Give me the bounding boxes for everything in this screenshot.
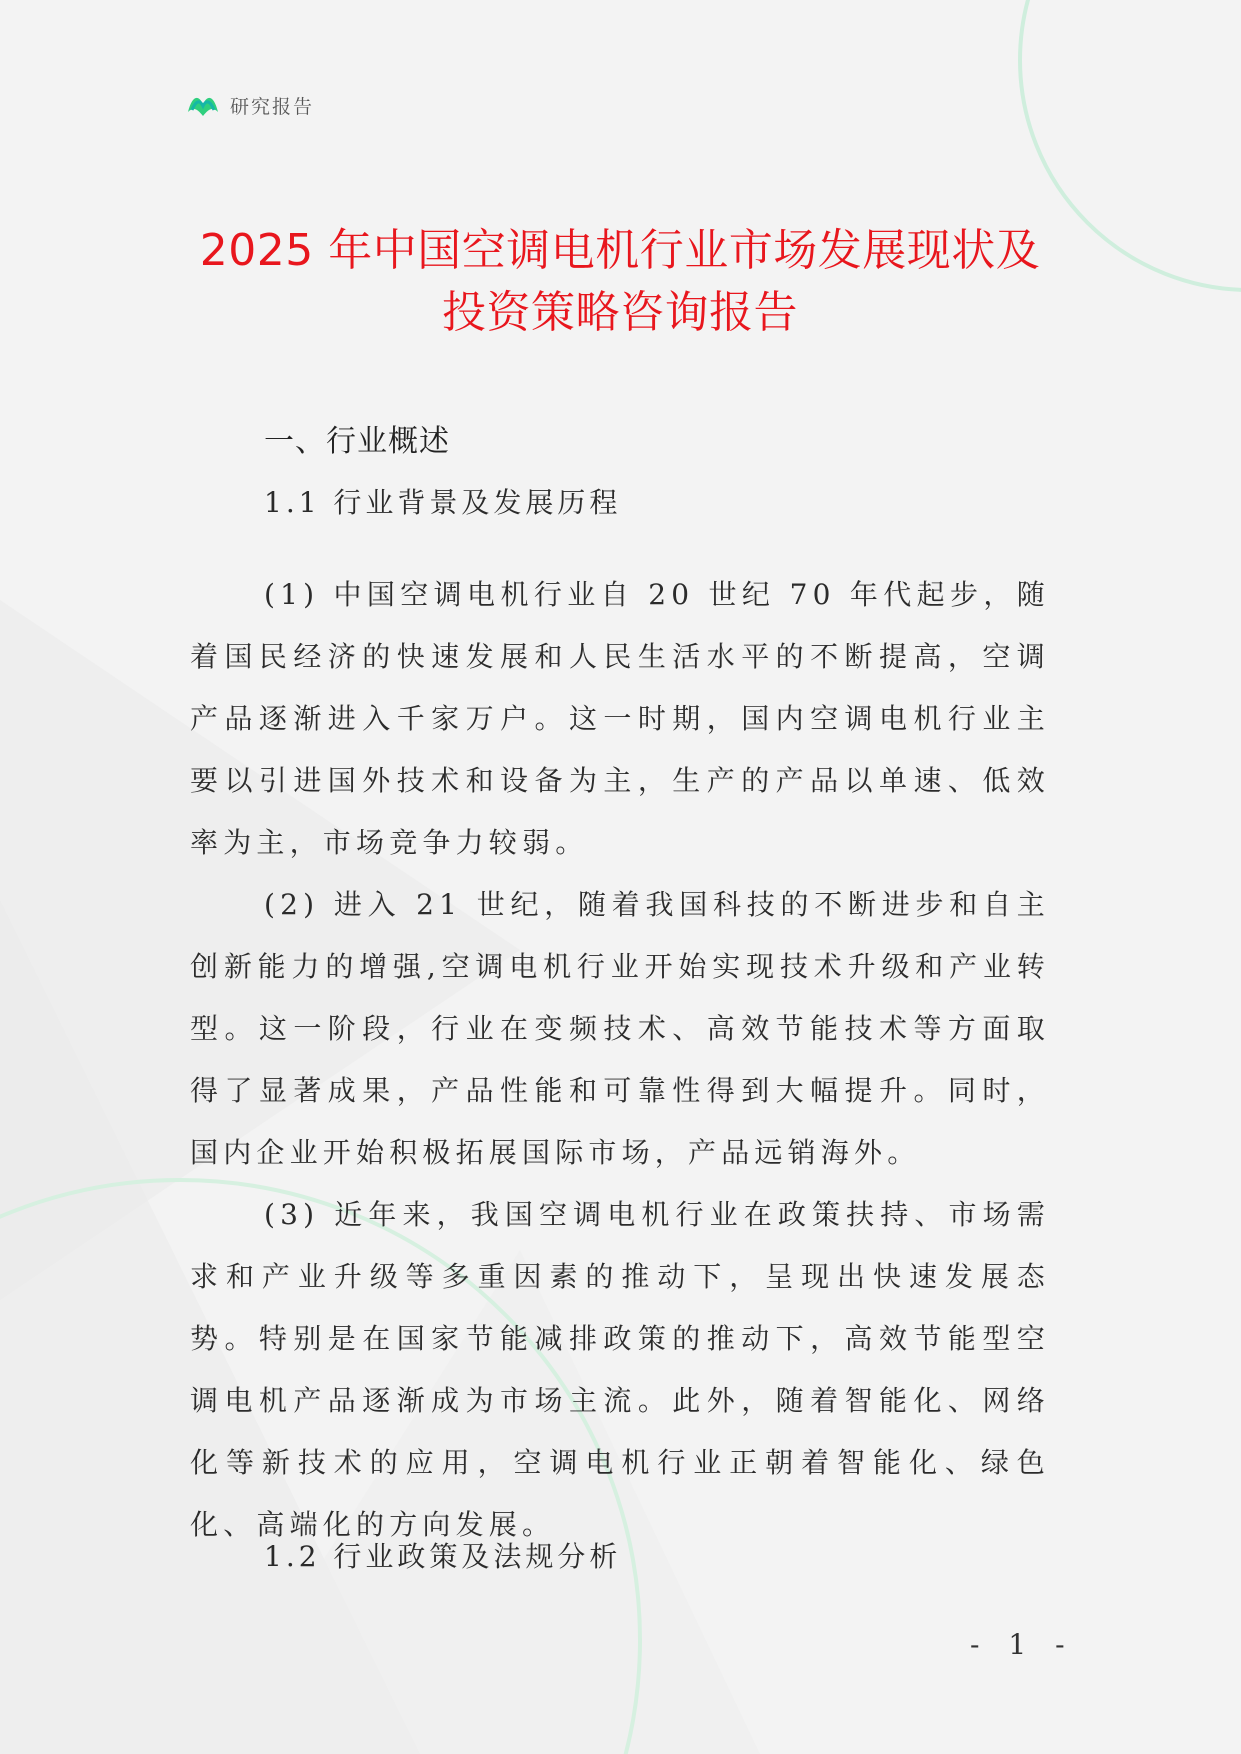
brand-header [186, 88, 314, 122]
section-heading-overview: 一、行业概述 [264, 424, 450, 459]
paragraph-2: (2) 进入 21 世纪，随着我国科技的不断进步和自主创新能力的增强,空调电机行业开始实现技术升级和产业转型。这一阶段，行业在变频技术、高效节能技术等方面取得了显著成果，产品性能和可靠性得到大幅提升。同时，国内企业开始积极拓展国际市场，产品远销海外。 [190, 888, 1050, 1169]
report-title-line-1: 2025 年中国空调电机行业市场发展现状及 [199, 225, 1041, 276]
brand-text: 研究报告 [230, 95, 315, 118]
paragraph-1: (1) 中国空调电机行业自 20 世纪 70 年代起步，随着国民经济的快速发展和人民生活水平的不断提高，空调产品逐渐进入千家万户。这一时期，国内空调电机行业主要以引进国外技术和设备为主，生产的产品以单速、低效率为主，市场竞争力较弱。 [190, 578, 1050, 859]
subsection-heading-1-1: 1.1 行业背景及发展历程 [264, 486, 622, 519]
page-number: - 1 - [970, 1628, 1075, 1661]
report-title-line-2: 投资策略咨询报告 [442, 287, 798, 338]
subsection-heading-1-2: 1.2 行业政策及法规分析 [264, 1540, 622, 1573]
paragraph-3: (3) 近年来，我国空调电机行业在政策扶持、市场需求和产业升级等多重因素的推动下，呈现出快速发展态势。特别是在国家节能减排政策的推动下，高效节能型空调电机产品逐渐成为市场主流。此外，随着智能化、网络化等新技术的应用，空调电机行业正朝着智能化、绿色化、高端化的方向发展。 [190, 1198, 1050, 1541]
brand-logo-icon [186, 88, 220, 122]
report-title [150, 220, 1090, 344]
